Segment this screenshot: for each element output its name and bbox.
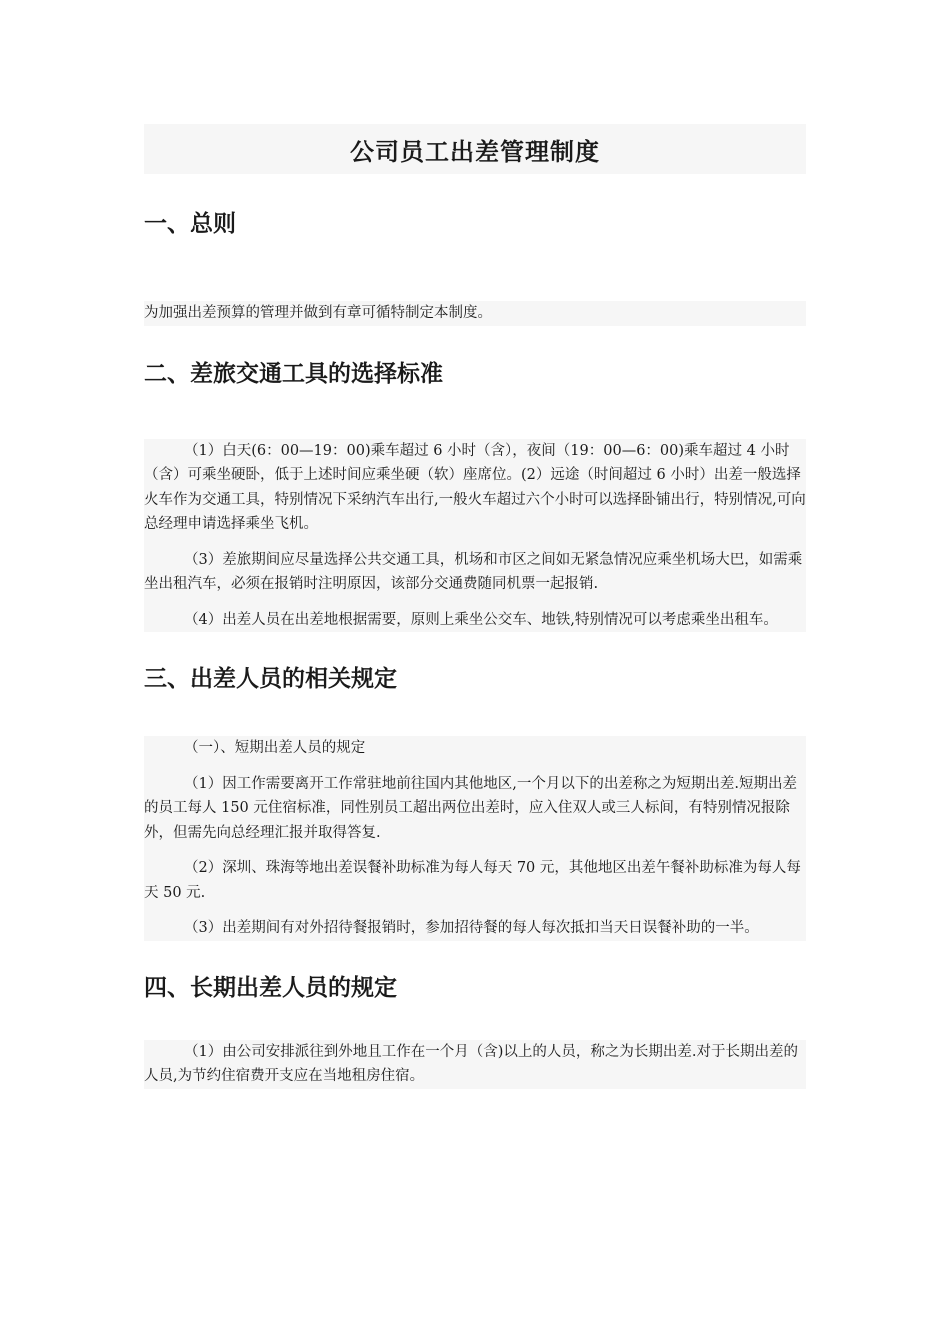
paragraph: 为加强出差预算的管理并做到有章可循特制定本制度。	[144, 305, 492, 321]
section-body-staff-rules	[144, 736, 806, 941]
section-heading-general: 一、总则	[144, 211, 236, 237]
section-body-long-term	[144, 1040, 806, 1089]
paragraph: （2）深圳、珠海等地出差误餐补助标准为每人每天 70 元，其他地区出差午餐补助标准为每人每天 50 元.	[144, 860, 801, 901]
paragraph: （4）出差人员在出差地根据需要，原则上乘坐公交车、地铁,特别情况可以考虑乘坐出租车。	[184, 611, 778, 628]
document-page	[144, 124, 806, 1089]
document-title: 公司员工出差管理制度	[350, 137, 600, 166]
paragraph: （1）白天(6：00—19：00)乘车超过 6 小时（含），夜间（19：00—6：00)乘车超过 4 小时（含）可乘坐硬卧，低于上述时间应乘坐硬（软）座席位。(2）远途（时间超过 6 小时）出差一般选择火车作为交通工具，特别情况下采纳汽车出行,一般火车超过六个小时可以选择卧铺出行，特别情况,可向总经理申请选择乘坐飞机。	[144, 442, 806, 532]
section-heading-long-term: 四、长期出差人员的规定	[144, 974, 397, 1001]
paragraph: （3）出差期间有对外招待餐报销时，参加招待餐的每人每次抵扣当天日误餐补助的一半。	[184, 920, 759, 936]
paragraph: （1）由公司安排派往到外地且工作在一个月（含)以上的人员，称之为长期出差.对于长期出差的人员,为节约住宿费开支应在当地租房住宿。	[144, 1043, 798, 1084]
paragraph: （1）因工作需要离开工作常驻地前往国内其他地区,一个月以下的出差称之为短期出差.短期出差的员工每人 150 元住宿标准，同性别员工超出两位出差时，应入住双人或三人标间，有特别情况报除外，但需先向总经理汇报并取得答复.	[144, 775, 797, 841]
section-heading-staff-rules: 三、出差人员的相关规定	[144, 666, 397, 692]
paragraph: （一）、短期出差人员的规定	[184, 740, 366, 756]
section-body-general	[144, 301, 806, 326]
title-box	[144, 124, 806, 174]
section-heading-transport: 二、差旅交通工具的选择标准	[144, 360, 443, 387]
paragraph: （3）差旅期间应尽量选择公共交通工具，机场和市区之间如无紧急情况应乘坐机场大巴，如需乘坐出租汽车，必须在报销时注明原因，该部分交通费随同机票一起报销.	[144, 551, 803, 592]
section-body-transport	[144, 439, 806, 633]
